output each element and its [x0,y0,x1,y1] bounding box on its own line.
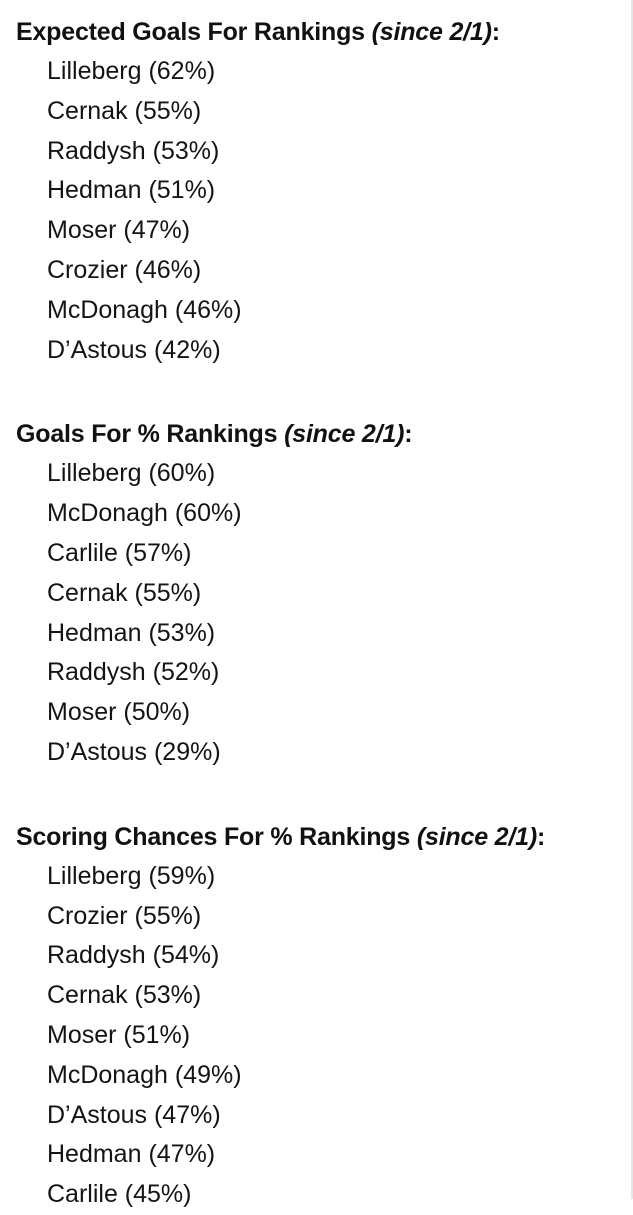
heading-main: Scoring Chances For % Rankings [16,822,411,851]
list-item: McDonagh (60%) [47,499,242,528]
heading-end: : [536,822,546,851]
section-heading [16,414,626,454]
list-item: Hedman (47%) [47,1140,216,1169]
list-item: Carlile (57%) [47,538,192,567]
heading-main: Expected Goals For Rankings [16,18,365,46]
list-item: Raddysh (52%) [47,658,220,687]
list-item: Lilleberg (60%) [47,459,216,488]
list-item: D’Astous (42%) [47,335,221,364]
list-item: D’Astous (47%) [47,1100,221,1129]
list-item: D’Astous (29%) [47,737,221,766]
section-heading [16,817,626,857]
list-item: Hedman (53%) [47,618,216,647]
heading-main: Goals For % Rankings [16,420,278,449]
heading-paren-wrap: (since 2/1) [371,18,492,46]
heading-paren-wrap: (since 2/1) [284,420,405,449]
list-item: Crozier (55%) [47,901,202,930]
list-item: Hedman (51%) [47,176,216,205]
list-item: McDonagh (49%) [47,1060,242,1089]
list-item: Moser (50%) [47,698,191,727]
heading-paren-wrap: (since 2/1) [416,822,537,851]
ranking-list [16,454,626,772]
rankings-document [16,12,626,1215]
list-item: Crozier (46%) [47,255,202,284]
list-item: Lilleberg (62%) [47,57,216,85]
list-item: Raddysh (53%) [47,136,220,165]
ranking-list [16,52,626,370]
list-item: Cernak (55%) [47,578,202,607]
section-expected-goals [16,12,626,370]
list-item: Carlile (45%) [47,1180,192,1209]
list-item: Cernak (53%) [47,981,202,1010]
heading-paren: since 2/1 [379,18,484,46]
list-item: Raddysh (54%) [47,941,220,970]
heading-paren: since 2/1 [424,822,529,851]
section-scoring-chances [16,817,626,1215]
heading-paren: since 2/1 [292,420,397,449]
ranking-list [16,857,626,1215]
list-item: Moser (47%) [47,216,191,245]
section-goals-for [16,414,626,772]
heading-end: : [491,18,500,46]
list-item: Cernak (55%) [47,96,202,125]
list-item: Lilleberg (59%) [47,861,216,890]
list-item: Moser (51%) [47,1020,191,1049]
list-item: McDonagh (46%) [47,295,242,324]
heading-end: : [404,420,413,449]
section-heading [16,12,626,52]
